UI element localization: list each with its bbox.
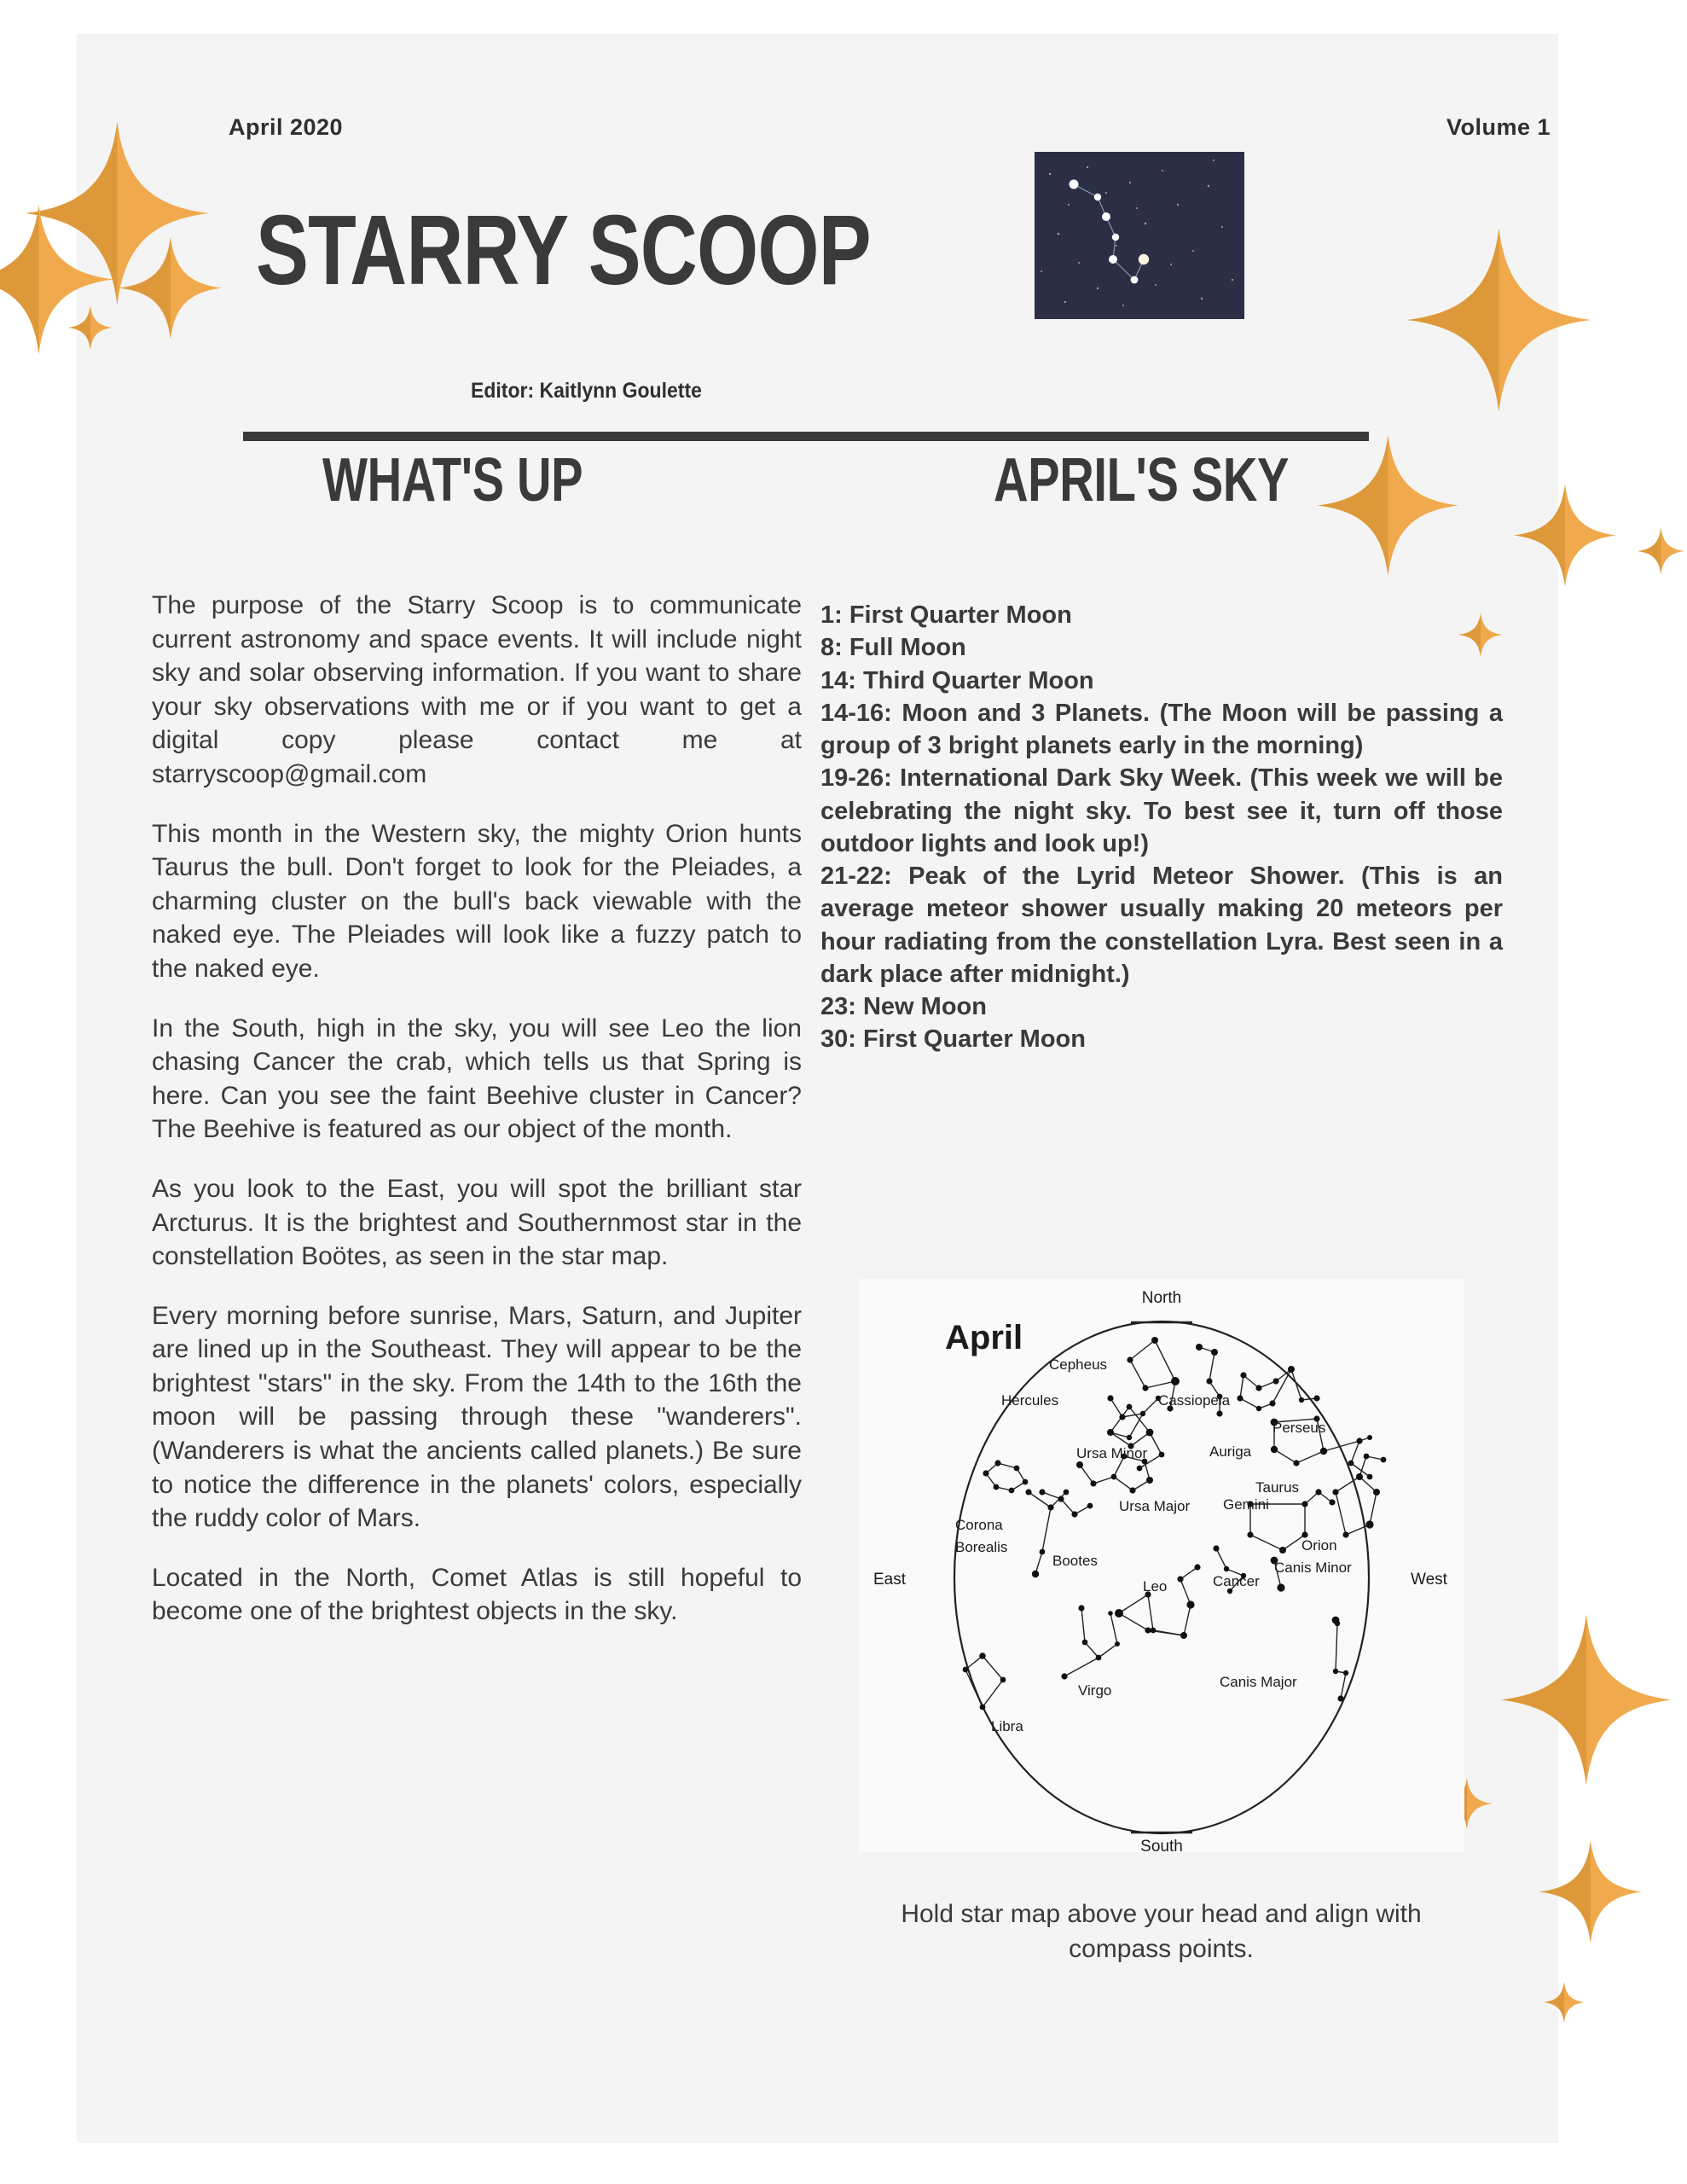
svg-text:Gemini: Gemini: [1223, 1496, 1269, 1513]
star-map-image: [858, 1279, 1464, 1852]
star-map-caption: Hold star map above your head and align with compass points.: [901, 1900, 1422, 1964]
svg-text:Bootes: Bootes: [1052, 1553, 1098, 1569]
svg-text:North: North: [1141, 1289, 1182, 1307]
list-item: 14: Third Quarter Moon: [820, 666, 1094, 694]
svg-text:Ursa Major: Ursa Major: [1119, 1498, 1191, 1514]
whats-up-article: [152, 589, 802, 1629]
list-item: 23: New Moon: [820, 993, 987, 1021]
list-item: 21-22: Peak of the Lyrid Meteor Shower. (This is an average meteor shower usually making 20 meteors per hour radiating from the constellation Lyra. Best seen in a dark place after midnight.): [820, 863, 1503, 988]
svg-text:Virgo: Virgo: [1078, 1682, 1112, 1699]
article-paragraph: In the South, high in the sky, you will see Leo the lion chasing Cancer the crab, which tells us that Spring is here. Can you see the faint Beehive cluster in Cancer? The Beehive is featured as our object of the month.: [152, 1014, 802, 1144]
svg-text:Cepheus: Cepheus: [1049, 1356, 1108, 1373]
svg-text:East: East: [873, 1571, 907, 1589]
svg-text:Canis Minor: Canis Minor: [1274, 1560, 1352, 1576]
svg-text:Hercules: Hercules: [1001, 1392, 1059, 1409]
article-paragraph: The purpose of the Starry Scoop is to communicate current astronomy and space events. It will include night sky and solar observing information. If you want to share your sky observations with me or if you want to get a digital copy please contact me at starryscoop@gmail.com: [152, 591, 802, 788]
svg-text:Borealis: Borealis: [955, 1539, 1008, 1555]
svg-text:Taurus: Taurus: [1255, 1479, 1300, 1496]
svg-text:April: April: [945, 1319, 1023, 1356]
list-item: 1: First Quarter Moon: [820, 601, 1072, 629]
svg-text:Leo: Leo: [1143, 1578, 1168, 1594]
svg-text:Orion: Orion: [1301, 1537, 1337, 1554]
editor-byline: Editor: Kaitlynn Goulette: [471, 379, 702, 403]
article-paragraph: As you look to the East, you will spot the brilliant star Arcturus. It is the brightest and Southernmost star in the constellation Boötes, as seen in the star map.: [152, 1174, 802, 1271]
aprils-sky-events: [820, 599, 1503, 1056]
list-item: 30: First Quarter Moon: [820, 1025, 1086, 1054]
events-list: [820, 599, 1503, 1056]
constellation-photo: [1035, 152, 1244, 319]
article-paragraph: This month in the Western sky, the mighty Orion hunts Taurus the bull. Don't forget to look for the Pleiades, a charming cluster on the bull's back viewable with the naked eye. The Pleiades will look like a fuzzy patch to the naked eye.: [152, 819, 802, 983]
section-heading-whats-up: WHAT'S UP: [322, 446, 583, 514]
svg-text:Ursa Minor: Ursa Minor: [1076, 1445, 1148, 1461]
svg-text:Cassiopeia: Cassiopeia: [1158, 1392, 1231, 1409]
article-paragraph: Every morning before sunrise, Mars, Saturn, and Jupiter are lined up in the Southeast. They will appear to be the brightest "stars" in the sky. From the 14th to the 16th the moon will be passing through these "wanderers". (Wanderers is what the ancients called planets.) Be sure to notice the difference in the planets' colors, especially the ruddy color of Mars.: [152, 1301, 802, 1533]
star-map-figure: [858, 1279, 1464, 1967]
newsletter-header: [0, 0, 1687, 514]
svg-text:Auriga: Auriga: [1209, 1443, 1252, 1460]
section-heading-aprils-sky: APRIL'S SKY: [994, 446, 1290, 514]
header-divider: [243, 432, 1369, 441]
svg-text:Corona: Corona: [955, 1517, 1003, 1533]
svg-text:Libra: Libra: [991, 1718, 1023, 1734]
svg-text:South: South: [1140, 1838, 1183, 1852]
page-title: STARRY SCOOP: [256, 195, 871, 305]
article-paragraph: Located in the North, Comet Atlas is still hopeful to become one of the brightest objects in the sky.: [152, 1563, 802, 1626]
sparkle-star-icon: [1638, 525, 1684, 578]
issue-date: April 2020: [229, 114, 344, 140]
list-item: 14-16: Moon and 3 Planets. (The Moon will be passing a group of 3 bright planets early in the morning): [820, 699, 1503, 760]
svg-text:Cancer: Cancer: [1213, 1573, 1260, 1589]
svg-text:Perseus: Perseus: [1272, 1420, 1326, 1436]
list-item: 8: Full Moon: [820, 634, 966, 662]
volume-label: Volume 1: [1446, 114, 1551, 140]
svg-text:Canis Major: Canis Major: [1220, 1674, 1297, 1690]
list-item: 19-26: International Dark Sky Week. (This week we will be celebrating the night sky. To best see it, turn off those outdoor lights and look up!): [820, 764, 1503, 857]
svg-text:West: West: [1411, 1571, 1447, 1589]
